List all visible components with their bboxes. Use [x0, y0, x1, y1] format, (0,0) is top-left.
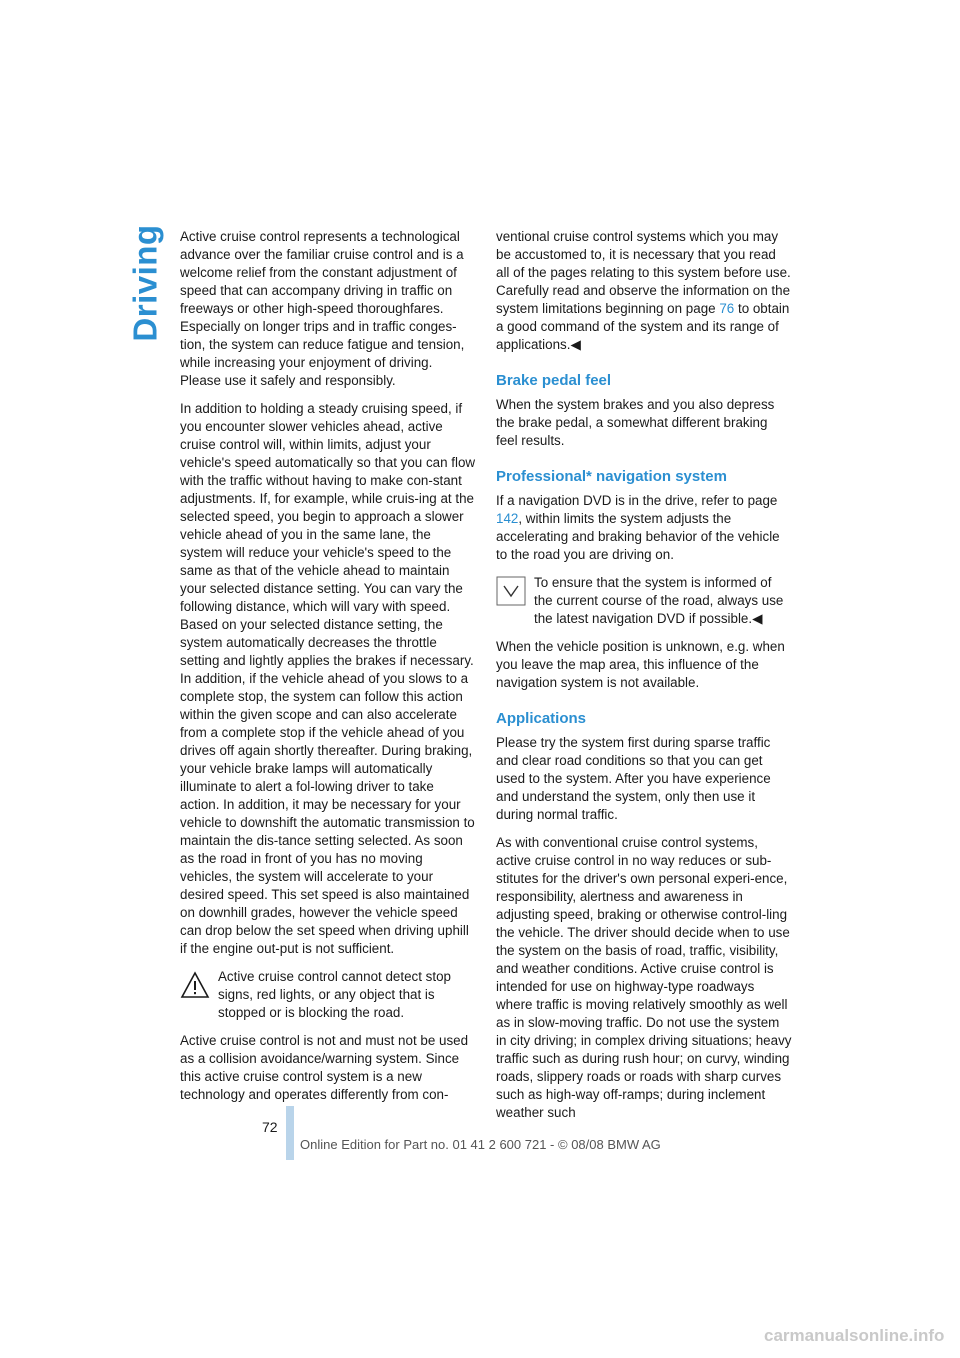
warning-continued: Active cruise control is not and must not be used as a collision avoidance/warning system. Since this active cruise control system is a new technology and operates differently from con- — [180, 1033, 469, 1102]
warning-icon — [180, 970, 210, 1000]
watermark: carmanualsonline.info — [764, 1326, 945, 1345]
intro-paragraph: Active cruise control represents a technological advance over the familiar cruise control and is a welcome relief from the constant adjustment of speed that can accompany driving in traffic on freeways or other high-speed thoroughfares. Especially on longer trips and in traffic conges-tion, the system can reduce fatigue and tension, while increasing your enjoyment of driving. Please use it safely and responsibly. — [180, 229, 465, 388]
navigation-unknown-paragraph: When the vehicle position is unknown, e.g. when you leave the map area, this influence of the navigation system is not available. — [496, 639, 785, 690]
chapter-title: Driving — [127, 224, 164, 342]
note-icon — [496, 576, 526, 606]
navigation-note-text: To ensure that the system is informed of the current course of the road, always use the latest navigation DVD if possible.◀ — [534, 575, 784, 626]
page-number: 72 — [262, 1119, 278, 1135]
right-column — [496, 228, 792, 1132]
warning-note — [180, 968, 476, 1022]
continued-paragraph: ventional cruise control systems which you may be accustomed to, it is necessary that you read all of the pages relating to this system before use. Carefully read and observe the information on the system limitations beginning on page 76 to obtain a good command of the system and its range of applications.◀ — [496, 229, 791, 352]
function-paragraph: In addition to holding a steady cruising speed, if you encounter slower vehicles ahead, active cruise control will, within limits, adjust your vehicle's speed automatically so that you can flow with the traffic without having to make con-stant adjustments. If, for example, while cruis-ing at the selected speed, you begin to approach a slower vehicle ahead of you in the same lane, the system will reduce your vehicle's speed to the same as that of the vehicle ahead to maintain your selected distance setting. You can vary the following distance, which will vary with speed. Based on your selected distance setting, the system automatically decreases the throttle setting and lightly applies the brakes if necessary. In addition, if the vehicle ahead of you slows to a complete stop, the system can follow this action within the given scope and can also accelerate from a complete stop if the vehicle ahead of you drives off again shortly thereafter. During braking, your vehicle brake lamps will automatically illuminate to alert a fol-lowing driver to take action. In addition, it may be necessary for your vehicle to downshift the automatic transmission to maintain the dis-tance setting selected. As soon as the road in front of you has no moving vehicles, the system will accelerate to your desired speed. This set speed is also maintained on downhill grades, however the vehicle speed can drop below the set speed when driving uphill if the engine out-put is not sufficient. — [180, 401, 476, 956]
footer-edition-text: Online Edition for Part no. 01 41 2 600 721 - © 08/08 BMW AG — [300, 1137, 661, 1152]
navigation-note — [496, 574, 792, 628]
warning-text: Active cruise control cannot detect stop signs, red lights, or any object that is stopped or is blocking the road. — [218, 969, 451, 1020]
applications-paragraph-2: As with conventional cruise control systems, active cruise control in no way reduces or sub-stitutes for the driver's own personal experi-ence, responsibility, alertness and awareness in adjusting speed, braking or otherwise control-ling the vehicle. The driver should decide when to use the system on the basis of road, traffic, visibility, and weather conditions. Active cruise control is intended for use on highway-type roadways where traffic is moving relatively smoothly as well as in slow-moving traffic. Do not use the system in city driving; in complex driving situations; heavy traffic such as during rush hour; on curvy, winding roads, slippery roads or roads with sharp curves such as high-way off-ramps; during inclement weather such — [496, 835, 792, 1120]
footer-bar — [286, 1106, 294, 1160]
heading-brake-pedal-feel: Brake pedal feel — [496, 372, 612, 389]
chapter-tab — [127, 218, 164, 348]
heading-navigation-system: Professional* navigation system — [496, 468, 727, 485]
applications-paragraph-1: Please try the system first during sparse traffic and clear road conditions so that you can get used to the system. After you have experience and understand the system, only then use it during normal traffic. — [496, 735, 771, 822]
page-link-142[interactable]: 142 — [496, 511, 519, 526]
heading-applications: Applications — [496, 710, 587, 727]
page-link-76[interactable]: 76 — [719, 301, 735, 316]
navigation-paragraph: If a navigation DVD is in the drive, refer to page 142, within limits the system adjusts the accelerating and braking behavior of the vehicle to the road you are driving on. — [496, 493, 780, 562]
brake-paragraph: When the system brakes and you also depress the brake pedal, a somewhat different braking feel results. — [496, 397, 775, 448]
left-column — [180, 228, 476, 1114]
